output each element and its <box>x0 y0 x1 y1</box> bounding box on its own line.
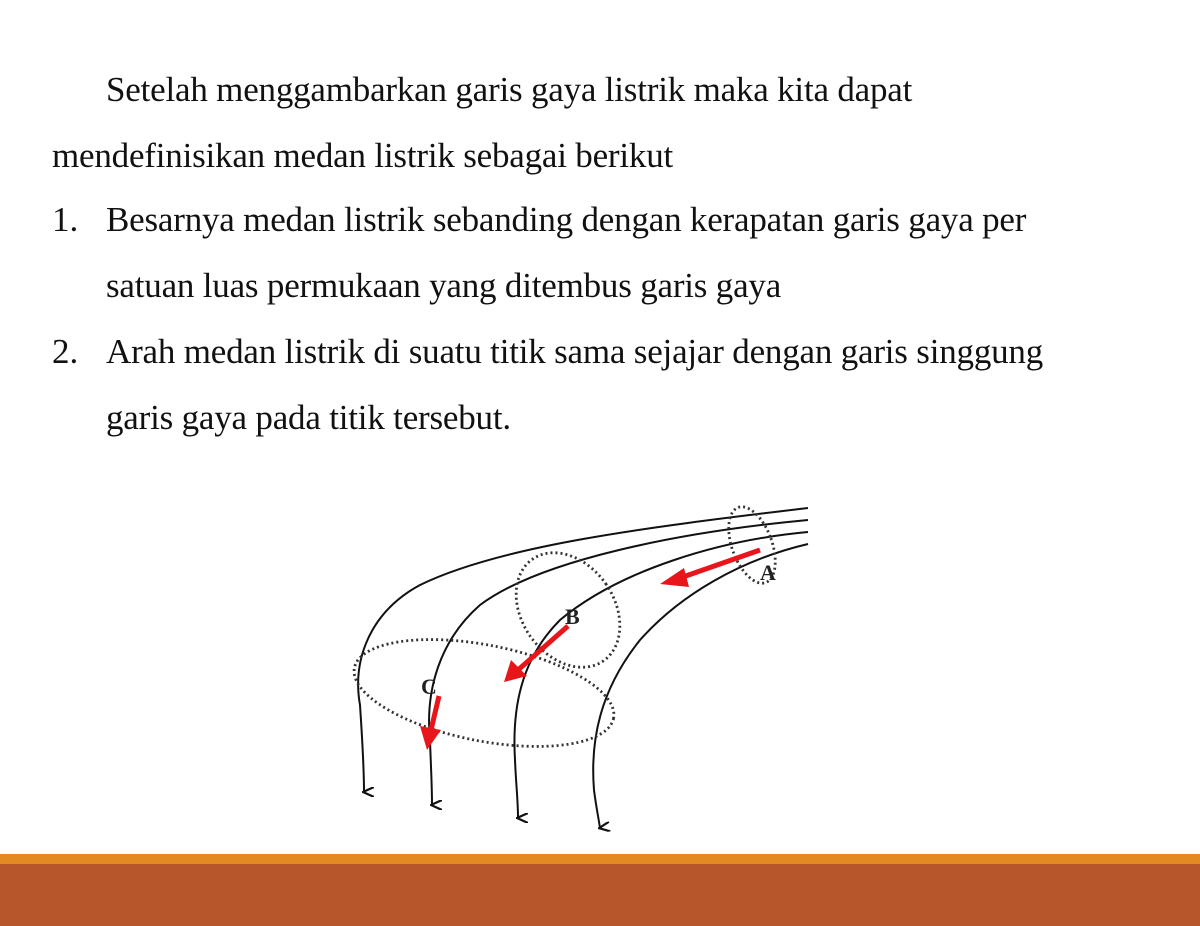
intro-line-1: Setelah menggambarkan garis gaya listrik maka kita dapat <box>106 70 913 109</box>
vector-a-head <box>660 568 689 587</box>
field-lines-diagram <box>330 490 830 840</box>
label-b: B <box>565 604 580 629</box>
list-item-1-line-1: Besarnya medan listrik sebanding dengan kerapatan garis gaya per <box>106 200 1027 239</box>
footer-bar <box>0 864 1200 926</box>
intro-line-2: mendefinisikan medan listrik sebagai berikut <box>52 136 674 175</box>
label-c: C <box>421 674 437 699</box>
list-item-1-number: 1. <box>52 200 79 239</box>
label-a: A <box>760 560 776 585</box>
footer-accent-stripe <box>0 854 1200 864</box>
vector-c <box>431 696 439 730</box>
field-vectors <box>420 550 760 750</box>
list-item-2-line-1: Arah medan listrik di suatu titik sama sejajar dengan garis singgung <box>106 332 1044 371</box>
field-line-1 <box>358 508 808 792</box>
list-item-2-number: 2. <box>52 332 79 371</box>
list-item-2-line-2: garis gaya pada titik tersebut. <box>106 398 511 437</box>
field-line-4 <box>593 544 808 828</box>
surface-c <box>345 621 622 766</box>
vector-b <box>518 626 568 670</box>
list-item-1-line-2: satuan luas permukaan yang ditembus garis gaya <box>106 266 782 305</box>
surface-ellipses <box>345 501 784 766</box>
